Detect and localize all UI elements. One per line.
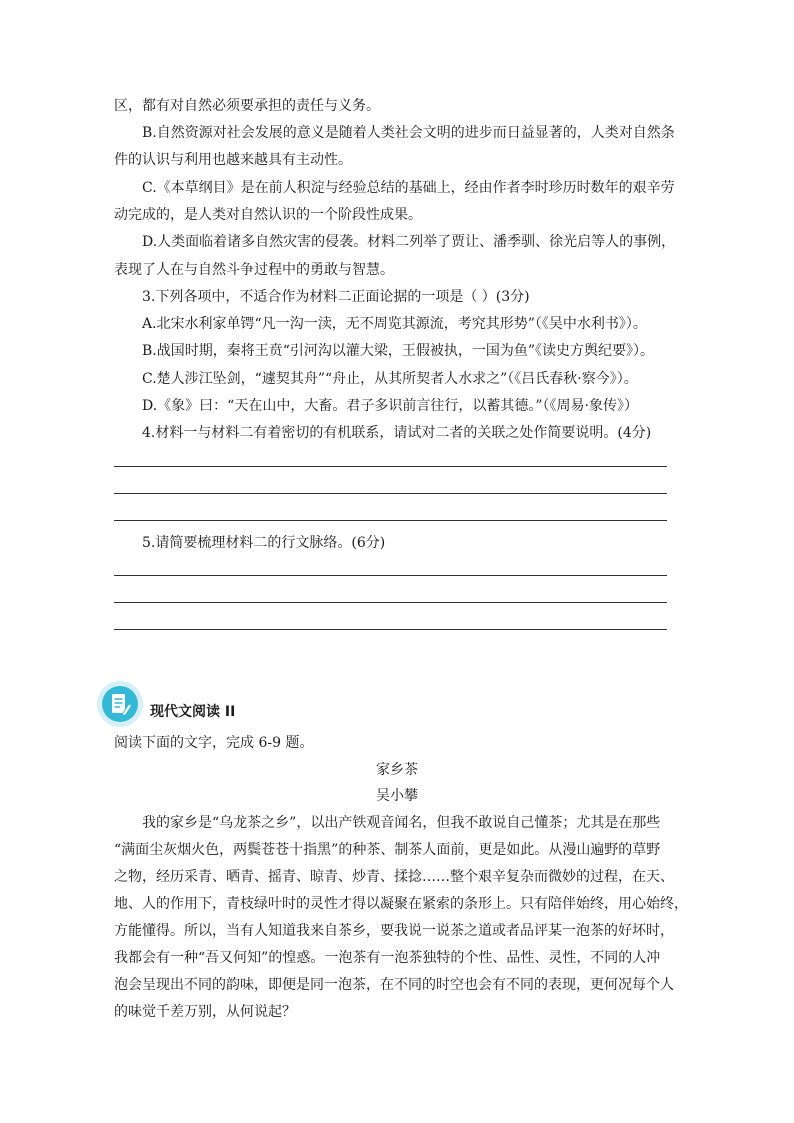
option-d-line2: 表现了人在与自然斗争过程中的勇敢与智慧。 xyxy=(114,262,394,278)
section-header xyxy=(96,680,396,728)
option-b-line1: B.自然资源对社会发展的意义是随着人类社会文明的进步而日益显著的，人类对自然条 xyxy=(142,125,675,141)
question-3-option-c: C.楚人涉江坠剑，“遽契其舟”“舟止，从其所契者人水求之”（《吕氏春秋·察今》）。 xyxy=(142,371,638,387)
question-3-stem: 3.下列各项中，不适合作为材料二正面论据的一项是（ ）(3分) xyxy=(142,289,530,305)
article-paragraph-line: 之物，经历采青、晒青、摇青、晾青、炒青、揉捻……整个艰辛复杂而微妙的过程，在天、 xyxy=(114,869,674,885)
answer-line[interactable] xyxy=(114,493,667,494)
answer-line[interactable] xyxy=(114,575,667,576)
article-paragraph-line: 泡会呈现出不同的韵味，即便是同一泡茶，在不同的时空也会有不同的表现，更何况每个人 xyxy=(114,977,674,993)
answer-line[interactable] xyxy=(114,629,667,630)
option-b-line2: 件的认识与利用也越来越具有主动性。 xyxy=(114,152,352,168)
article-paragraph-line: 地、人的作用下，青枝绿叶时的灵性才得以凝聚在紧索的条形上。只有陪伴始终，用心始终， xyxy=(114,896,688,912)
article-title: 家乡茶 xyxy=(376,762,418,778)
question-3-option-b: B.战国时期，秦将王贲“引河沟以灌大梁，王假被执，一国为鱼”《读史方舆纪要》）。 xyxy=(142,343,655,359)
reading-instruction: 阅读下面的文字，完成 6-9 题。 xyxy=(114,735,314,751)
option-c-line1: C.《本草纲目》是在前人积淀与经验总结的基础上，经由作者李时珍历时数年的艰辛劳 xyxy=(142,180,675,196)
question-3-option-d: D.《象》曰：“天在山中，大畜。君子多识前言往行，以蓄其德。”（《周易·象传》） xyxy=(142,398,638,414)
question-4-stem: 4.材料一与材料二有着密切的有机联系，请试对二者的关联之处作简要说明。(4分) xyxy=(142,425,652,441)
answer-line[interactable] xyxy=(114,602,667,603)
article-paragraph-line: 的味觉千差万别，从何说起？ xyxy=(114,1004,296,1020)
option-a-continuation: 区，都有对自然必须要承担的责任与义务。 xyxy=(114,98,380,114)
option-d-line1: D.人类面临着诸多自然灾害的侵袭。材料二列举了贾让、潘季驯、徐光启等人的事例， xyxy=(142,234,676,250)
question-3-option-a: A.北宋水利家单锷“凡一沟一渎，无不周览其源流，考究其形势”（《吴中水利书》）。 xyxy=(142,316,647,332)
section-title: 现代文阅读 II xyxy=(150,704,236,720)
article-paragraph-line: 我都会有一种“吾又何知”的惶惑。一泡茶有一泡茶独特的个性、品性、灵性，不同的人冲 xyxy=(114,950,661,966)
article-paragraph-line: “满面尘灰烟火色，两鬓苍苍十指黑”的种茶、制茶人面前，更是如此。从漫山遍野的草野 xyxy=(114,842,661,858)
article-author: 吴小攀 xyxy=(376,788,418,804)
answer-line[interactable] xyxy=(114,520,667,521)
answer-line[interactable] xyxy=(114,466,667,467)
notebook-pen-icon xyxy=(96,680,144,728)
option-c-line2: 动完成的，是人类对自然认识的一个阶段性成果。 xyxy=(114,207,422,223)
article-paragraph-line: 方能懂得。所以，当有人知道我来自茶乡，要我说一说茶之道或者品评某一泡茶的好坏时， xyxy=(114,923,674,939)
article-paragraph-line: 我的家乡是“乌龙茶之乡”，以出产铁观音闻名，但我不敢说自己懂茶；尤其是在那些 xyxy=(142,815,661,831)
question-5-stem: 5.请简要梳理材料二的行文脉络。(6分) xyxy=(142,535,386,551)
